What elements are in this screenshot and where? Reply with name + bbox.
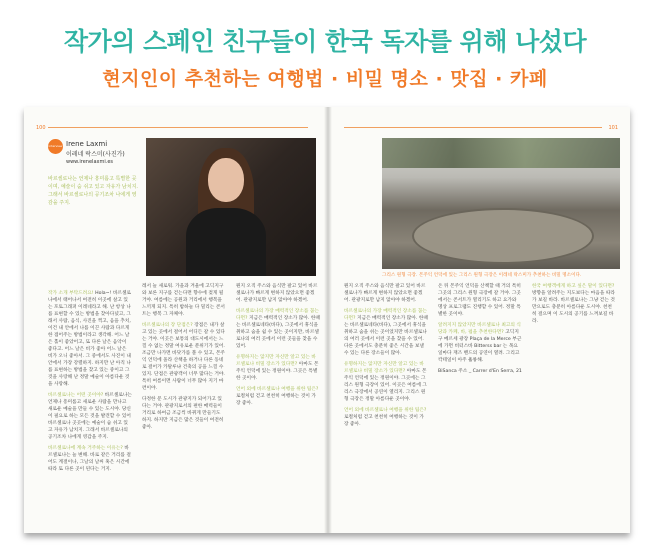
question-heading: 유명하지는 않지만 자신만 알고 있는 바르셀로나 비밀 장소가 있다면? (344, 362, 424, 374)
magazine-spread (24, 107, 630, 533)
author-portrait-photo (146, 138, 316, 276)
answer-text: 레서 늘 새로워. 가을과 겨울에 고딕지구와 보른 지구를 걷는다면 향수에 젖게 될 거야. 여름에는 공원과 거리에서 행복을 느끼게 되지. 특히 밤하늘 다 밀리는 콘서트는 행복 그 자체야. (142, 284, 225, 317)
article-paragraph (344, 407, 428, 428)
question-heading: 언어 외에 바르셀로나 여행을 위한 팁은? (236, 387, 319, 392)
left-column-2 (142, 283, 226, 435)
header-rule-right (344, 127, 602, 128)
page-number-right: 101 (608, 125, 618, 131)
subheadline: 현지인이 추천하는 여행법 · 비밀 명소 · 맛집 · 카페 (102, 68, 548, 90)
answer-text: 장점은 내가 살고 있는 곳에서 걸어서 어디든 갈 수 있다는 거야. 이곳은 보통의 대도시에서는 느낄 수 없는 정말 여유로운 분위기가 있어. 조금만 나가면 바닷가를 볼 수 있고, 몬주익 언덕에 올라 산책을 하거나 다른 동네로 걸어가 카탈루냐 건축의 공을 느낄 수 있지. 단점은 관광객이 너무 많다는 거야. 특히 여름이면 사람이 너무 많아 지기 마련이야. (142, 323, 225, 391)
question-heading: 유명하지는 않지만 자신만 알고 있는 바르셀로나 비밀 장소가 있다면? (236, 355, 316, 367)
question-heading: 알려지지 않았지만 바르셀로나 최고의 식당과 카페, 바, 펍을 추천한다면? (438, 323, 521, 335)
left-column-1 (48, 290, 132, 477)
answer-text: 바르셀로나는 늘 변해. 바로 같은 거리를 걸어도 계절이나, 그날의 날씨 혹은 시간에 따라 또 다른 곳이 된다는 거지. (48, 446, 131, 472)
article-paragraph (236, 354, 320, 382)
article-paragraph (48, 290, 132, 388)
right-column-2 (438, 283, 522, 379)
portrait-face (208, 158, 244, 202)
article-paragraph (48, 392, 132, 441)
answer-text: 지금은 매력적인 장소가 많아. 한때는 바르셀로네타(바다), 그곳에서 휴식을 취하고 숨을 쉴 수 있는 곳이지만, 바르셀로나의 여러 곳에서 이런 곳들을 찾을 수 있어. (236, 316, 320, 349)
answer-text: BiSanca 주소 _ Carrer d'En Serra, 21 (438, 369, 522, 374)
photo-trees (382, 138, 620, 168)
question-heading: 바르셀로나에 계속 거주하는 이유는? (48, 446, 125, 451)
answer-text: 온 뒤 몬주익 언덕을 산책할 때 거의 특히 그곳의 그리스 원형 극장에 갈 거야. 그곳에서는 콘서트가 열리기도 하고 요가와 명상 프로그램도 진행할 수 있어. 정말 특별한 곳이야. (438, 284, 521, 317)
article-paragraph (142, 283, 226, 318)
answer-text: Hola~! 바르셀로나에서 태어나서 여전히 이곳에 살고 있는 포토그래퍼 이레네라고 해. 난 항상 나를 표현할 수 있는 방법을 찾아다녔고, 그래서 사람, 음식, 사진을 찍고, 음을 추치, 이건 내 안에서 나를 이끈 사람과 다르게 한 접어주는 방법이라고 생각해. 어느 날은 홀이 좋았어고, 또 다른 날은 음악이 좋다고. 어느 날은 비가 좋아 어느 날은 비가 오니 좋아서. 그 중에서도 사진이 내 안에서 가장 강렬하지. 하지만 난 아직 나를 표현하는 방법을 찾고 있는 중이고 그것을 사랑해 난 정말 예술이 아름다운 것을 사랑해. (48, 291, 132, 387)
article-paragraph (344, 283, 428, 304)
answer-text: 뭔지 오직 주스와 음식만 팔고 있어 바르셀로나가 빠르게 변하지 않았으면 좋겠어. 관광지로만 남지 않아야 하겠어. (344, 284, 426, 303)
author-name-en: Irene Laxmi (66, 140, 108, 148)
answer-text: 고딕지구 메르세 광장 Plaça de la Merce 부근에 가면 비터스바 Bitterss bar 는 목요일마다 재즈 밴드의 공연이 열려. 그리고 칵테일이 아주 훌륭해. (438, 330, 522, 363)
article-paragraph (344, 361, 428, 403)
article-paragraph (438, 322, 522, 364)
article-paragraph (438, 368, 522, 375)
author-name-ko: 이레네 락스미(사진가) (66, 151, 125, 158)
article-paragraph (48, 445, 132, 473)
portrait-body (186, 208, 266, 276)
answer-text: 바르셀로나는 언제나 흥미롭고 새로운 사람을 만나고 새로운 예술을 만들 수 있는 도시야. 당신이 필요로 하는 모든 것을 발견할 수 있어 바르셀로나 곳곳에는 예술이 숨 쉬고 있고 자유가 남치지. 그래서 바르셀로나의 공기조차 나에게 영감을 주지. (48, 393, 132, 440)
answer-text: 방향을 알려주는 지도보다는 마음을 따라가 보길 바라. 바르셀로나는 그냥 걷는 것만으로도 충분히 아름다운 도시야. 천천히 걸으며 이 도시의 공기를 느껴보길 바라. (532, 291, 615, 324)
left-page (24, 107, 326, 533)
question-heading: 바르셀로나의 장 단점은? (142, 323, 195, 328)
interview-badge: interview (48, 139, 63, 154)
article-paragraph (236, 386, 320, 407)
article-paragraph (438, 283, 522, 318)
answer-text: 뭔지 오직 주스와 음식만 팔고 있어 바르셀로나가 빠르게 변하지 않았으면 좋겠어. 관광지로만 남지 않아야 하겠어. (236, 284, 318, 303)
question-heading: 한국 여행객에게 하고 싶은 말이 있다면? (532, 284, 615, 289)
lead-quote: 바르셀로나는 언제나 흥미롭고 특별한 곳이며, 예술이 숨 쉬고 있고 자유가 남치지. 그래서 바르셀로나의 공기조차 나에게 영감을 주지. (48, 176, 138, 206)
question-heading: 언어 외에 바르셀로나 여행을 위한 팁은? (344, 408, 427, 413)
photo-arena (412, 208, 594, 264)
author-website: www.irenelaxmi.es (66, 159, 113, 165)
answer-text: 로컬처럼 걷고 천천히 여행하는 것이 가장 좋아. (236, 394, 316, 406)
page-number-left: 100 (36, 125, 46, 131)
header-rule-left (48, 127, 308, 128)
question-heading: 작가 소개 부탁드려요! (48, 291, 96, 296)
article-paragraph (142, 322, 226, 392)
right-page (330, 107, 630, 533)
left-column-3 (236, 283, 320, 411)
headline: 작가의 스페인 친구들이 한국 독자를 위해 나섰다 (63, 27, 587, 56)
question-heading: 바르셀로나의 가장 매력적인 장소를 꼽는다면? (236, 309, 319, 321)
article-paragraph (532, 283, 616, 325)
photo-caption: 그리스 원형 극장. 몬주익 언덕에 있는 그리스 원형 극장은 이레네 락스미가 추천하는 비밀 명소이다. (382, 273, 582, 278)
right-column-3 (532, 283, 616, 329)
article-paragraph (236, 283, 320, 304)
article-paragraph (142, 396, 226, 431)
answer-text: 아마도 몬주익 언덕에 있는 정원이야. 그곳은 특별한 곳이야. (236, 362, 319, 381)
answer-text: 지금은 매력적인 장소가 많아. 한때는 바르셀로네타(바다), 그곳에서 휴식을 취하고 숨을 쉬는 곳이었지만 바르셀로나의 여러 곳에서 이런 곳을 찾을 수 있어. 다른 곳에서도 충분히 좋은 시간을 보낼 수 있는 다른 장소들이 많아. (344, 316, 428, 356)
greek-theatre-photo (382, 138, 620, 269)
answer-text: 다정한 문 도시가 관광지가 되어가고 있다는 거야. 관광지로서의 편한 매력들이 거리로 하여금 조금씩 바뀌게 만들기도 하지. 하지만 지금은 많은 것들이 여전히 좋아. (142, 397, 224, 430)
right-column-1 (344, 283, 428, 432)
article-paragraph (344, 308, 428, 357)
article-paragraph (236, 308, 320, 350)
answer-text: 아마도 몬주익 언덕에 있는 정원이야. 그곳에는 그리스 원형 극장이 있어. 이곳은 여름에 그리스 극장에서 공연이 열리지. 그리스 원형 극장은 정말 아름다운 곳이야. (344, 369, 427, 402)
question-heading: 바르셀로나의 가장 매력적인 장소를 꼽는다면? (344, 309, 427, 321)
question-heading: 바르셀로나는 어떤 곳이야? (48, 393, 105, 398)
answer-text: 로컬처럼 걷고 천천히 여행하는 것이 가장 좋아. (344, 415, 424, 427)
